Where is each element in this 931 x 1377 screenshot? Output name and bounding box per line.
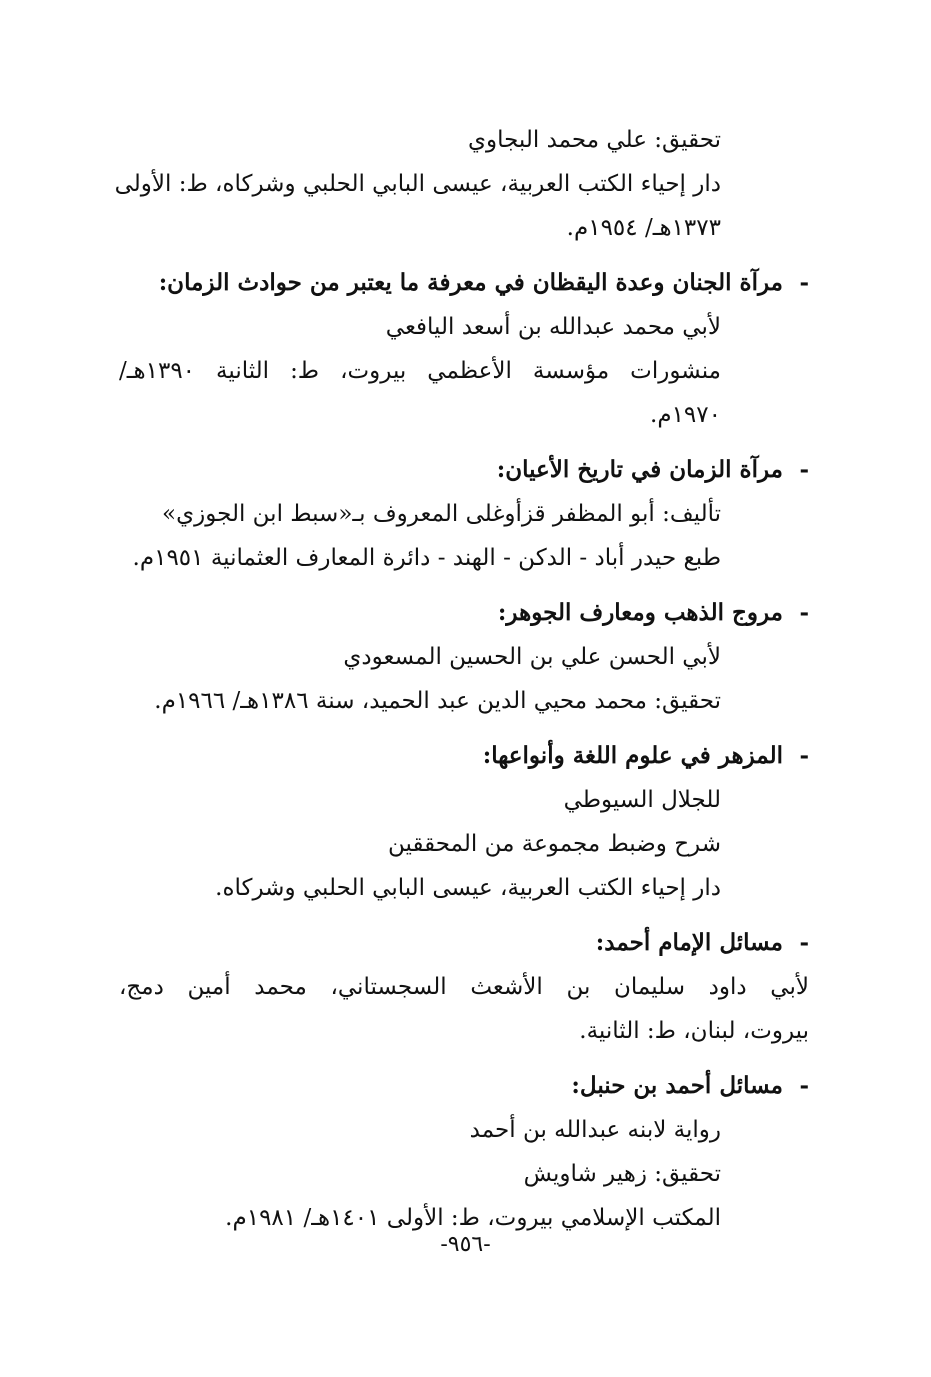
entry-line: دار إحياء الكتب العربية، عيسى البابي الحلبي وشركاه. bbox=[215, 875, 721, 901]
bibliography-entry bbox=[119, 734, 809, 910]
entry-title-row bbox=[119, 591, 809, 635]
bibliography-entry bbox=[119, 921, 809, 1053]
bibliography-page bbox=[114, 118, 809, 1240]
entry-title: مسائل أحمد بن حنبل: bbox=[571, 1072, 783, 1099]
entry-line: تحقيق: زهير شاويش bbox=[523, 1161, 721, 1187]
entry-title-row bbox=[119, 261, 809, 305]
entry-line: تأليف: أبو المظفر قزأوغلى المعروف بـ«سبط ابن الجوزي» bbox=[162, 501, 721, 527]
entry-line: رواية لابنه عبدالله بن أحمد bbox=[469, 1117, 721, 1143]
bibliography-entry bbox=[119, 591, 809, 723]
entry-title-row bbox=[119, 734, 809, 778]
entry-dash: - bbox=[799, 599, 809, 626]
entry-title-row bbox=[119, 921, 809, 965]
entry-title-row bbox=[119, 1064, 809, 1108]
entry-line: لأبي الحسن علي بن الحسين المسعودي bbox=[343, 644, 721, 670]
entry-dash: - bbox=[799, 1072, 809, 1099]
bibliography-entry bbox=[119, 1064, 809, 1240]
bibliography-entry bbox=[119, 261, 809, 437]
entry-line: ١٩٧٠م. bbox=[650, 402, 721, 428]
entry-line: لأبي داود سليمان بن الأشعث السجستاني، محمد أمين دمج، bbox=[119, 974, 809, 1000]
entry-title: مرآة الزمان في تاريخ الأعيان: bbox=[496, 456, 783, 483]
page-number: -٩٥٦- bbox=[440, 1232, 491, 1257]
entry-title: مروج الذهب ومعارف الجوهر: bbox=[497, 599, 783, 626]
entry-line: منشورات مؤسسة الأعظمي بيروت، ط: الثانية ١٣٩٠هـ/ bbox=[119, 358, 721, 384]
entry-dash: - bbox=[799, 742, 809, 769]
bibliography-entry bbox=[119, 448, 809, 580]
entry-title: المزهر في علوم اللغة وأنواعها: bbox=[482, 742, 783, 769]
entry-line: بيروت، لبنان، ط: الثانية. bbox=[579, 1018, 809, 1044]
entry-line: طبع حيدر أباد - الدكن - الهند - دائرة المعارف العثمانية ١٩٥١م. bbox=[132, 545, 721, 571]
entry-line: للجلال السيوطي bbox=[563, 787, 721, 813]
entry-dash: - bbox=[799, 929, 809, 956]
entry-line: لأبي محمد عبدالله بن أسعد اليافعي bbox=[385, 314, 721, 340]
intro-block bbox=[114, 118, 809, 250]
entry-dash: - bbox=[799, 269, 809, 296]
entry-title-row bbox=[119, 448, 809, 492]
intro-line: ١٣٧٣هـ/ ١٩٥٤م. bbox=[566, 215, 721, 241]
entry-line: شرح وضبط مجموعة من المحققين bbox=[388, 831, 721, 857]
entry-line: تحقيق: محمد محيي الدين عبد الحميد، سنة ١٣٨٦هـ/ ١٩٦٦م. bbox=[154, 688, 721, 714]
entry-dash: - bbox=[799, 456, 809, 483]
intro-line: دار إحياء الكتب العربية، عيسى البابي الحلبي وشركاه، ط: الأولى bbox=[114, 171, 721, 197]
intro-line: تحقيق: علي محمد البجاوي bbox=[467, 127, 721, 153]
entry-line: المكتب الإسلامي بيروت، ط: الأولى ١٤٠١هـ/ ١٩٨١م. bbox=[225, 1205, 721, 1231]
entry-title: مسائل الإمام أحمد: bbox=[595, 929, 783, 956]
entry-title: مرآة الجنان وعدة اليقظان في معرفة ما يعتبر من حوادث الزمان: bbox=[158, 269, 783, 296]
